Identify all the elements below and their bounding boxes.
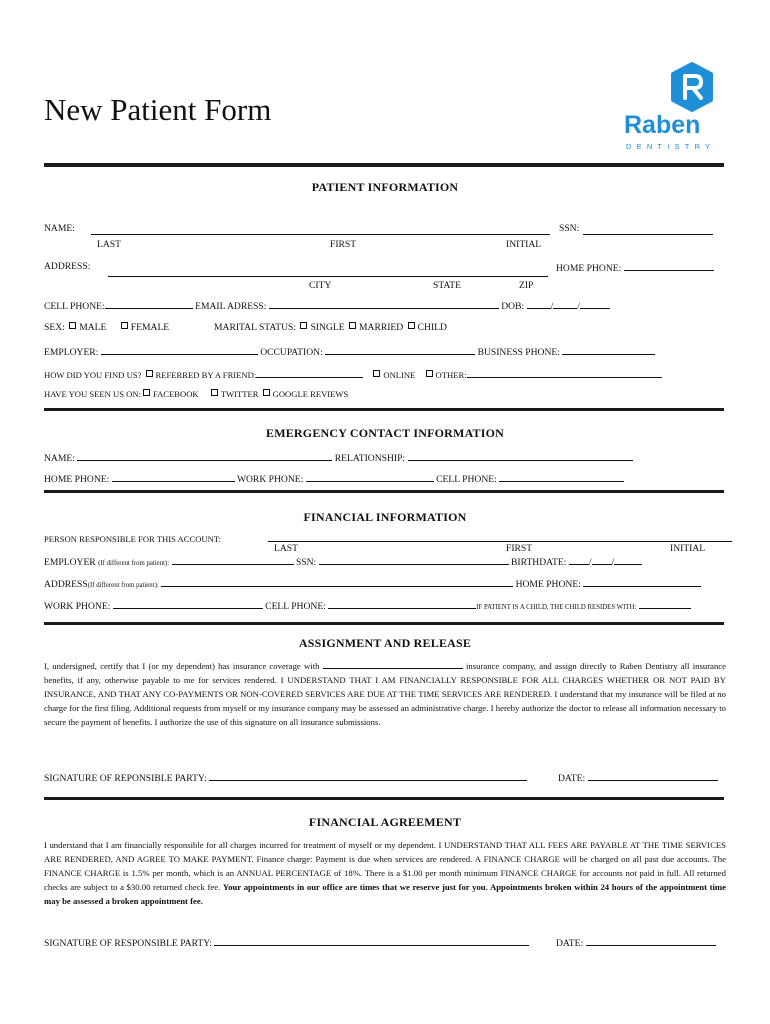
google-label: GOOGLE REVIEWS	[272, 389, 349, 399]
emergency-work-field[interactable]	[306, 472, 434, 482]
assignment-text-mid: insurance company, and assign directly to Raben	[465, 661, 642, 671]
fin-address-row	[44, 577, 701, 590]
occupation-label: OCCUPATION:	[260, 347, 323, 358]
other-field[interactable]	[467, 368, 662, 378]
assignment-date-label: DATE:	[558, 773, 586, 784]
occupation-field[interactable]	[325, 345, 475, 355]
assignment-date-row	[558, 771, 718, 784]
dob-day-field[interactable]	[553, 299, 577, 309]
section-divider-1	[44, 408, 724, 411]
fin-work-row	[44, 599, 691, 612]
name-last-caption: LAST	[97, 239, 121, 250]
fin-address-label: ADDRESS	[44, 579, 88, 590]
fin-birth-year-field[interactable]	[614, 555, 642, 565]
google-checkbox[interactable]	[263, 389, 270, 396]
single-checkbox[interactable]	[300, 322, 307, 329]
agreement-date-field[interactable]	[586, 936, 716, 946]
dob-year-field[interactable]	[580, 299, 610, 309]
twitter-label: TWITTER	[220, 389, 259, 399]
agreement-date-label: DATE:	[556, 938, 584, 949]
fin-ssn-field[interactable]	[319, 555, 509, 565]
page-title: New Patient Form	[44, 92, 272, 127]
financial-info-heading: FINANCIAL INFORMATION	[303, 510, 467, 524]
fin-employer-note: (If different from patient):	[98, 560, 170, 567]
find-us-row	[44, 368, 662, 380]
fin-birthdate-label: BIRTHDATE:	[511, 557, 567, 568]
responsible-line[interactable]	[268, 541, 732, 542]
email-label: EMAIL ADRESS:	[195, 301, 267, 312]
responsible-label: PERSON RESPONSIBLE FOR THIS ACCOUNT:	[44, 534, 222, 544]
emergency-name-row	[44, 451, 633, 464]
resp-initial-caption: INITIAL	[670, 543, 706, 554]
raben-logo-icon	[669, 62, 715, 112]
agreement-signature-field[interactable]	[214, 936, 529, 946]
section-divider-2	[44, 490, 724, 493]
header-divider	[44, 163, 724, 167]
relationship-label: RELATIONSHIP:	[334, 453, 406, 464]
marital-label: MARITAL STATUS:	[214, 322, 297, 333]
business-phone-label: BUSINESS PHONE:	[477, 347, 560, 358]
home-phone-text: HOME PHONE:	[556, 263, 622, 274]
emergency-work-label: WORK PHONE:	[236, 474, 304, 485]
cell-email-dob-row: CELL PHONE: EMAIL ADRESS: DOB: / /	[44, 299, 610, 312]
other-checkbox[interactable]	[426, 370, 433, 377]
address-label: ADDRESS:	[44, 261, 91, 272]
fin-address-note: (If different from patient):	[87, 582, 159, 589]
name-line[interactable]	[91, 234, 550, 235]
section-divider-4	[44, 797, 724, 800]
fin-home-phone-label: HOME PHONE:	[515, 579, 581, 590]
online-checkbox[interactable]	[373, 370, 380, 377]
female-label: FEMALE	[130, 322, 170, 333]
male-checkbox[interactable]	[69, 322, 76, 329]
resp-first-caption: FIRST	[506, 543, 533, 554]
child-checkbox[interactable]	[408, 322, 415, 329]
business-phone-field[interactable]	[562, 345, 655, 355]
agreement-heading: FINANCIAL AGREEMENT	[308, 815, 462, 829]
cell-phone-field[interactable]	[105, 299, 193, 309]
emergency-cell-field[interactable]	[499, 472, 624, 482]
name-first-caption: FIRST	[330, 239, 357, 250]
logo-brand: Raben	[624, 111, 701, 139]
child-label: CHILD	[417, 322, 447, 333]
relationship-field[interactable]	[408, 451, 633, 461]
assignment-signature-label: SIGNATURE OF REPONSIBLE PARTY:	[44, 773, 207, 784]
dob-label: DOB:	[501, 301, 525, 312]
address-line[interactable]	[108, 276, 548, 277]
agreement-paragraph	[44, 838, 726, 908]
facebook-label: FACEBOOK	[152, 389, 199, 399]
emergency-home-field[interactable]	[112, 472, 235, 482]
employer-row	[44, 345, 655, 358]
state-caption: STATE	[433, 280, 462, 291]
name-label: NAME:	[44, 223, 75, 234]
insurance-company-field[interactable]	[323, 659, 463, 669]
assignment-date-field[interactable]	[588, 771, 718, 781]
emergency-heading: EMERGENCY CONTACT INFORMATION	[265, 426, 505, 440]
agreement-text: I understand that I am financially responsible for all charges incurred for treatment of myself or my dependent. I UNDERSTAND THAT ALL FEES ARE PAYABLE AT THE TIME SERVICES ARE RENDERED, AND AGREE TO MAKE PAYMENT. Finance charge: Payment is due when services are rendered. A FINANCE CHARGE will be charged on all past due accounts. The FINANCE CHARGE is 1.5% per month, which is an ANNUAL PERCENTAGE of 18%. There is a $1.00 per month minimum FINANCE CHARGE for accounts not paid in full. All returned checks are subject to a $30.00 returned check fee.	[44, 840, 726, 892]
agreement-signature-label: SIGNATURE OF RESPONSIBLE PARTY:	[44, 938, 212, 949]
assignment-text-rest: Dentistry all insurance benefits, if any, otherwise payable to me for services rendered. I UNDERSTAND THAT I AM FINANCIALLY RESPONSIBLE FOR ALL CHARGES WHETHER OR NOT PAID BY INSURANCE, AND THAT ANY CO-PAYMENTS OR NON-COVERED SERVICES ARE DUE AT THE TIME SERVICES ARE RENDERED. I understand that my insurance will be filed at no charge for the first filing. Additional requests from myself or my insurance company may be assessed an administrative charge. I hereby authorize the doctor to release all information necessary to secure the payment of benefits. I authorize the use of this signature on all insurance submissions.	[44, 661, 726, 727]
agreement-signature-row	[44, 936, 529, 949]
child-resides-label: IF PATIENT IS A CHILD, THE CHILD RESIDES WITH:	[476, 604, 637, 611]
zip-caption: ZIP	[519, 280, 534, 291]
assignment-text-start: I, undersigned, certify that I (or my dependent) has insurance coverage with	[44, 661, 320, 671]
cell-phone-label: CELL PHONE:	[44, 301, 105, 312]
referred-checkbox[interactable]	[146, 370, 153, 377]
employer-field[interactable]	[101, 345, 258, 355]
ssn-line[interactable]	[583, 234, 713, 235]
assignment-paragraph	[44, 659, 726, 729]
assignment-signature-field[interactable]	[209, 771, 527, 781]
female-checkbox[interactable]	[121, 322, 128, 329]
married-label: MARRIED	[358, 322, 404, 333]
online-label: ONLINE	[383, 370, 416, 380]
dob-month-field[interactable]	[527, 299, 551, 309]
section-divider-3	[44, 622, 724, 625]
employer-label: EMPLOYER:	[44, 347, 99, 358]
emergency-home-label: HOME PHONE:	[44, 474, 110, 485]
agreement-bold-text: Your appointments in our office are times that we reserve just for you. Appointments broken within 24 hours of the appointment time may be assessed a broken appointment fee.	[44, 882, 727, 906]
seen-us-label: HAVE YOU SEEN US ON:	[44, 389, 141, 399]
email-field[interactable]	[269, 299, 499, 309]
married-checkbox[interactable]	[349, 322, 356, 329]
emergency-name-field[interactable]	[77, 451, 332, 461]
resp-last-caption: LAST	[274, 543, 298, 554]
fin-ssn-label: SSN:	[295, 557, 317, 568]
logo	[622, 62, 722, 154]
assignment-signature-row	[44, 771, 527, 784]
sex-row	[44, 322, 169, 333]
fin-home-phone-field[interactable]	[583, 577, 701, 587]
referred-label: REFERRED BY A FRIEND:	[155, 370, 257, 380]
marital-row	[214, 322, 447, 333]
referred-field[interactable]	[256, 368, 363, 378]
assignment-heading: ASSIGNMENT AND RELEASE	[298, 636, 472, 650]
logo-sub: DENTISTRY	[626, 142, 716, 151]
fin-employer-row: EMPLOYER (If different from patient): SSN: BIRTHDATE: / /	[44, 555, 642, 568]
fin-cell-phone-field[interactable]	[328, 599, 476, 609]
fin-employer-label: EMPLOYER	[44, 557, 96, 568]
fin-address-field[interactable]	[161, 577, 513, 587]
facebook-checkbox[interactable]	[143, 389, 150, 396]
ssn-label: SSN:	[559, 223, 580, 234]
seen-us-row	[44, 389, 348, 399]
find-us-label: HOW DID YOU FIND US?	[44, 370, 142, 380]
fin-work-phone-label: WORK PHONE:	[44, 601, 111, 612]
twitter-checkbox[interactable]	[211, 389, 218, 396]
emergency-name-label: NAME:	[44, 453, 75, 464]
home-phone-field[interactable]	[624, 261, 714, 271]
home-phone-label	[556, 261, 714, 274]
emergency-phone-row	[44, 472, 624, 485]
other-label: OTHER:	[435, 370, 467, 380]
name-initial-caption: INITIAL	[506, 239, 542, 250]
single-label: SINGLE	[310, 322, 345, 333]
patient-info-heading: PATIENT INFORMATION	[311, 180, 459, 194]
fin-employer-field[interactable]	[172, 555, 294, 565]
child-resides-field[interactable]	[639, 599, 691, 609]
agreement-date-row	[556, 936, 716, 949]
fin-birth-month-field[interactable]	[569, 555, 589, 565]
fin-birth-day-field[interactable]	[592, 555, 612, 565]
emergency-cell-label: CELL PHONE:	[436, 474, 497, 485]
city-caption: CITY	[309, 280, 332, 291]
fin-cell-phone-label: CELL PHONE:	[265, 601, 326, 612]
sex-label: SEX:	[44, 322, 65, 333]
male-label: MALE	[79, 322, 107, 333]
fin-work-phone-field[interactable]	[113, 599, 263, 609]
